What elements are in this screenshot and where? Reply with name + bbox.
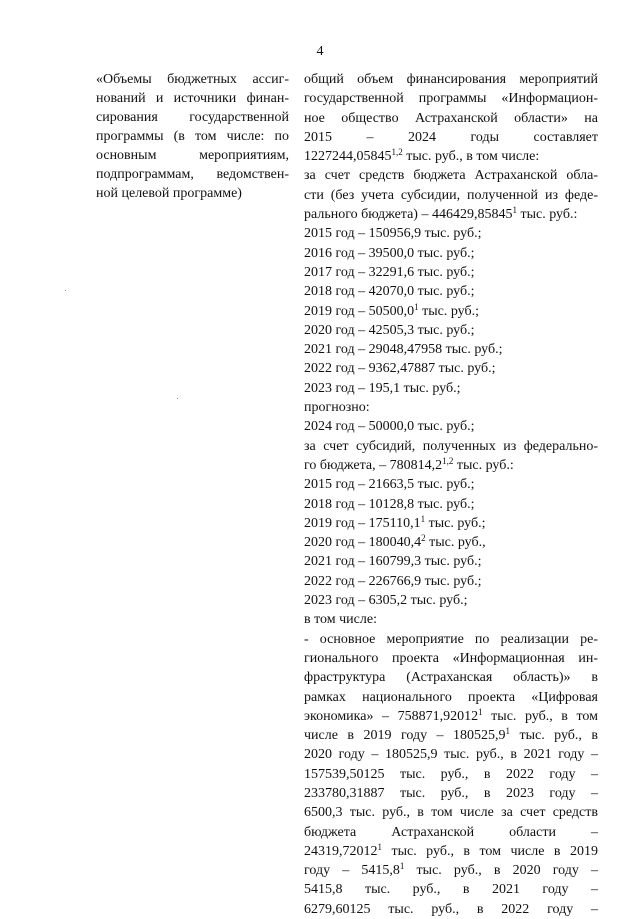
text-line: 2020 год – 42505,3 тыс. руб.; <box>304 322 475 338</box>
text-line: гионального проекта «Информационная ин- <box>304 650 598 666</box>
page-number: 4 <box>316 44 324 59</box>
text-line: за счет субсидий, полученных из федерально- <box>304 438 598 454</box>
text-line: 2015 – 2024 годы составляет <box>304 129 598 145</box>
text-line: 2018 год – 10128,8 тыс. руб.; <box>304 496 475 512</box>
text-line: числе в 2019 году – 180525,9$^1$ тыс. руб., в <box>304 726 598 744</box>
text-line: рального бюджета) – 446429,85845$^1$ тыс. руб.: <box>304 205 578 223</box>
text-line: 2016 год – 39500,0 тыс. руб.; <box>304 245 475 261</box>
text-line: 5415,8 тыс. руб., в 2021 году – <box>304 882 598 898</box>
financing-text <box>304 70 598 919</box>
text-line: за счет средств бюджета Астраханской обла- <box>304 168 598 184</box>
text-line: сти (без учета субсидии, полученной из феде- <box>304 187 598 203</box>
heading-line: программы (в том числе: по <box>96 129 289 144</box>
text-line: в том числе: <box>304 612 377 628</box>
text-line: 2023 год – 195,1 тыс. руб.; <box>304 380 461 396</box>
text-line: 2023 год – 6305,2 тыс. руб.; <box>304 593 468 609</box>
text-line: - основное мероприятие по реализации ре- <box>304 631 598 647</box>
text-line: ное общество Астраханской области» на <box>304 110 598 126</box>
text-line: 2015 год – 21663,5 тыс. руб.; <box>304 477 475 493</box>
scan-speck <box>177 398 178 399</box>
heading-line: сирования государственной <box>96 110 289 125</box>
footnote-marker: 1 <box>399 861 405 872</box>
heading-line: «Объемы бюджетных ассиг- <box>96 72 289 87</box>
text-line: фраструктура (Астраханская область)» в <box>304 670 598 686</box>
text-line: 2019 год – 175110,1$^1$ тыс. руб.; <box>304 513 486 531</box>
text-line: го бюджета, – 780814,2$^{1,2}$ тыс. руб.: <box>304 455 514 473</box>
text-line: году – 5415,8$^1$ тыс. руб., в 2020 году – <box>304 861 598 879</box>
text-line: 2020 год – 180040,4$^2$ тыс. руб., <box>304 533 486 551</box>
text-line: 1227244,05845$^{1,2}$ тыс. руб., в том числе: <box>304 147 540 165</box>
text-line: государственной программы «Информацион- <box>304 91 598 107</box>
footnote-marker: 2 <box>421 533 426 544</box>
text-line: рамках национального проекта «Цифровая <box>304 689 598 705</box>
text-line: 24319,72012$^1$ тыс. руб., в том числе в 2019 <box>304 841 598 859</box>
text-line: экономика» – 758871,92012$^1$ тыс. руб., в том <box>304 706 598 724</box>
text-line: 2021 год – 29048,47958 тыс. руб.; <box>304 342 503 358</box>
footnote-marker: 1 <box>420 513 426 524</box>
text-line: 2021 год – 160799,3 тыс. руб.; <box>304 554 482 570</box>
text-line: 2019 год – 50500,0$^1$ тыс. руб.; <box>304 301 480 319</box>
scan-speck <box>65 290 66 291</box>
section-heading <box>96 70 289 203</box>
text-line: 157539,50125 тыс. руб., в 2022 году – <box>304 766 598 782</box>
text-line: 2022 год – 226766,9 тыс. руб.; <box>304 573 482 589</box>
footnote-marker: 1 <box>414 301 419 312</box>
text-line: 2015 год – 150956,9 тыс. руб.; <box>304 226 482 242</box>
footnote-marker: 1,2 <box>391 147 403 158</box>
heading-line: нований и источники финан- <box>96 91 289 106</box>
heading-line: основным мероприятиям, <box>96 148 289 163</box>
text-line: 2020 году – 180525,9 тыс. руб., в 2021 году – <box>304 747 598 763</box>
heading-line: подпрограммам, ведомствен- <box>96 167 289 182</box>
text-line: 6500,3 тыс. руб., в том числе за счет средств <box>304 805 598 821</box>
text-line: 2017 год – 32291,6 тыс. руб.; <box>304 264 475 280</box>
text-line: прогнозно: <box>304 400 370 416</box>
text-line: общий объем финансирования мероприятий <box>304 72 598 87</box>
footnote-marker: 1 <box>377 841 382 852</box>
text-line: 2024 год – 50000,0 тыс. руб.; <box>304 419 475 435</box>
text-line: 2018 год – 42070,0 тыс. руб.; <box>304 284 475 300</box>
footnote-marker: 1 <box>478 706 483 717</box>
footnote-marker: 1 <box>512 205 517 216</box>
text-line: 6279,60125 тыс. руб., в 2022 году – <box>304 901 598 917</box>
footnote-marker: 1,2 <box>442 455 454 466</box>
text-line: 2022 год – 9362,47887 тыс. руб.; <box>304 361 496 377</box>
footnote-marker: 1 <box>505 726 510 737</box>
heading-line: ной целевой программе) <box>96 186 242 201</box>
text-line: бюджета Астраханской области – <box>304 824 598 840</box>
text-line: 233780,31887 тыс. руб., в 2023 году – <box>304 785 598 801</box>
